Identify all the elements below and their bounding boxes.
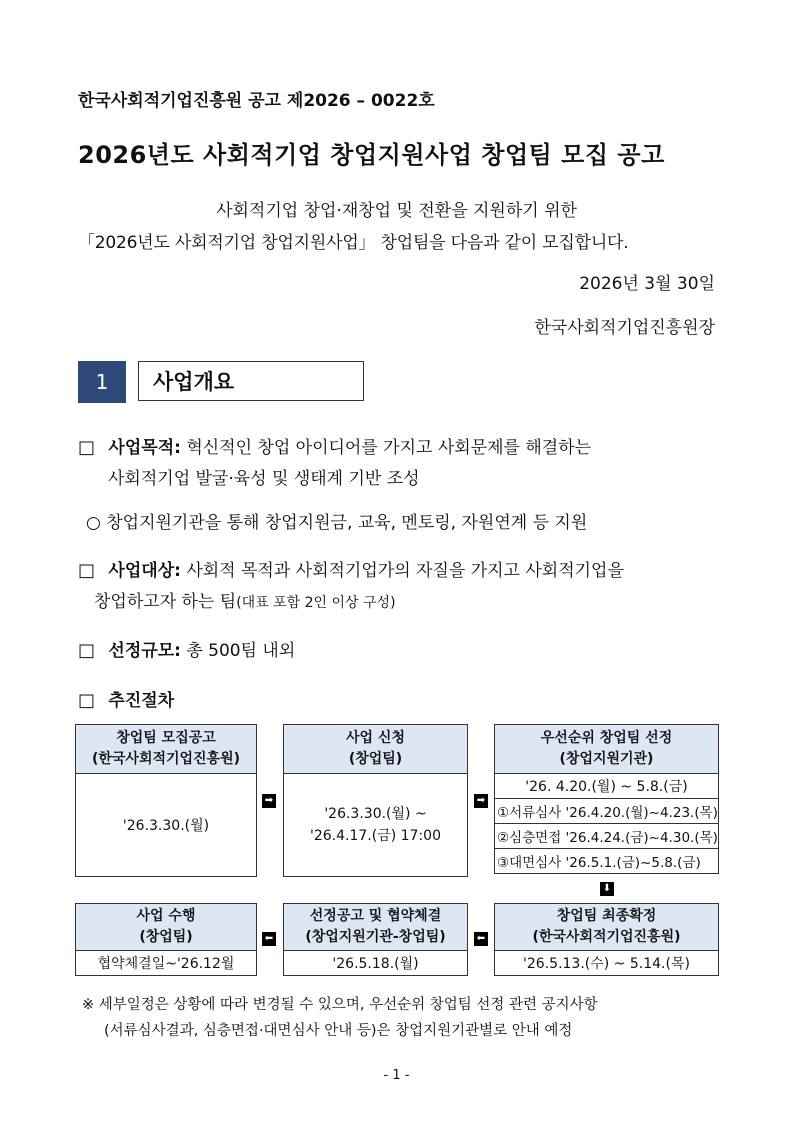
step-3-box	[494, 724, 719, 874]
step-3-period: '26. 4.20.(월) ~ 5.8.(금)	[495, 774, 719, 799]
support-line: ○ 창업지원기관을 통해 창업지원금, 교육, 멘토링, 자원연계 등 지원	[86, 513, 588, 533]
checkbox-symbol: □	[78, 437, 96, 458]
target-note: (대표 포함 2인 이상 구성)	[236, 595, 396, 611]
step-3-sub: (창업지원기관)	[559, 751, 654, 767]
step-3-sub-1: ①서류심사 '26.4.20.(월)~4.23.(목)	[495, 799, 719, 824]
scale-text: 총 500팀 내외	[180, 641, 296, 661]
step-2-title: 사업 신청	[346, 730, 405, 746]
notice-date: 2026년 3월 30일	[579, 274, 715, 294]
section-number: 1	[78, 361, 126, 403]
step-3-title: 우선순위 창업팀 선정	[540, 730, 673, 746]
schedule-note	[82, 992, 598, 1044]
scale-line	[78, 636, 295, 661]
arrow-right-icon: ➡	[474, 794, 488, 808]
step-2-date-1: '26.3.30.(월) ~	[324, 806, 427, 822]
scale-label: 선정규모:	[108, 641, 181, 661]
arrow-left-icon: ⬅	[474, 932, 488, 946]
step-1-header	[76, 725, 257, 774]
checkbox-symbol: □	[78, 640, 96, 661]
step-6-date: 협약체결일~'26.12월	[76, 951, 257, 976]
arrow-down-icon: ⬇	[600, 882, 614, 896]
purpose-label: 사업목적:	[108, 438, 181, 458]
step-5-box	[283, 903, 468, 976]
step-1-box	[75, 724, 257, 877]
issuer: 한국사회적기업진흥원장	[534, 318, 715, 338]
target-line-2	[94, 587, 396, 612]
notice-number: 한국사회적기업진흥원 공고 제2026 – 0022호	[78, 91, 435, 111]
arrow-right-icon: ➡	[262, 794, 276, 808]
note-line-1: ※ 세부일정은 상황에 따라 변경될 수 있으며, 우선순위 창업팀 선정 관련 공지사항	[82, 997, 598, 1013]
step-1-title: 창업팀 모집공고	[116, 730, 216, 746]
purpose-line-1	[78, 433, 591, 458]
arrow-left-icon: ⬅	[262, 932, 276, 946]
step-6-header	[76, 904, 257, 951]
step-4-sub: (한국사회적기업진흥원)	[532, 929, 681, 945]
step-4-title: 창업팀 최종확정	[556, 908, 657, 924]
checkbox-symbol: □	[78, 690, 96, 711]
step-2-date-2: '26.4.17.(금) 17:00	[310, 828, 441, 844]
step-2-sub: (창업팀)	[348, 751, 403, 767]
step-3-header	[495, 725, 719, 774]
target-label: 사업대상:	[108, 561, 181, 581]
step-2-box	[283, 724, 468, 877]
step-4-header	[495, 904, 719, 951]
target-line-1	[78, 556, 624, 581]
step-2-dates	[284, 774, 468, 877]
step-3-sub-3: ③대면심사 '26.5.1.(금)~5.8.(금)	[495, 849, 719, 874]
note-line-2: (서류심사결과, 심층면접·대면심사 안내 등)은 창업지원기관별로 안내 예정	[104, 1023, 573, 1039]
target-text-2: 창업하고자 하는 팀	[94, 592, 237, 612]
step-6-sub: (창업팀)	[139, 929, 193, 945]
step-5-header	[284, 904, 468, 951]
page-number: - 1 -	[383, 1068, 410, 1083]
process-label: 추진절차	[108, 691, 175, 711]
purpose-text-1: 혁신적인 창업 아이디어를 가지고 사회문제를 해결하는	[180, 438, 592, 458]
step-5-date: '26.5.18.(월)	[284, 951, 468, 976]
purpose-text-2: 사회적기업 발굴·육성 및 생태계 기반 조성	[108, 469, 420, 489]
step-6-title: 사업 수행	[136, 908, 196, 924]
section-title: 사업개요	[138, 361, 364, 401]
intro-line-2: 「2026년도 사회적기업 창업지원사업」 창업팀을 다음과 같이 모집합니다.	[78, 233, 629, 253]
step-2-header	[284, 725, 468, 774]
step-6-box	[75, 903, 257, 976]
page-title: 2026년도 사회적기업 창업지원사업 창업팀 모집 공고	[78, 141, 665, 169]
step-3-sub-2: ②심층면접 '26.4.24.(금)~4.30.(목)	[495, 824, 719, 849]
checkbox-symbol: □	[78, 560, 96, 581]
intro-line-1: 사회적기업 창업·재창업 및 전환을 지원하기 위한	[216, 201, 577, 221]
process-line	[78, 686, 174, 711]
step-1-sub: (한국사회적기업진흥원)	[91, 751, 241, 767]
target-text-1: 사회적 목적과 사회적기업가의 자질을 가지고 사회적기업을	[180, 561, 624, 581]
step-5-sub: (창업지원기관-창업팀)	[305, 929, 446, 945]
step-4-box	[494, 903, 719, 976]
step-5-title: 선정공고 및 협약체결	[309, 908, 442, 924]
step-4-date: '26.5.13.(수) ~ 5.14.(목)	[495, 951, 719, 976]
step-1-date: '26.3.30.(월)	[76, 774, 257, 877]
